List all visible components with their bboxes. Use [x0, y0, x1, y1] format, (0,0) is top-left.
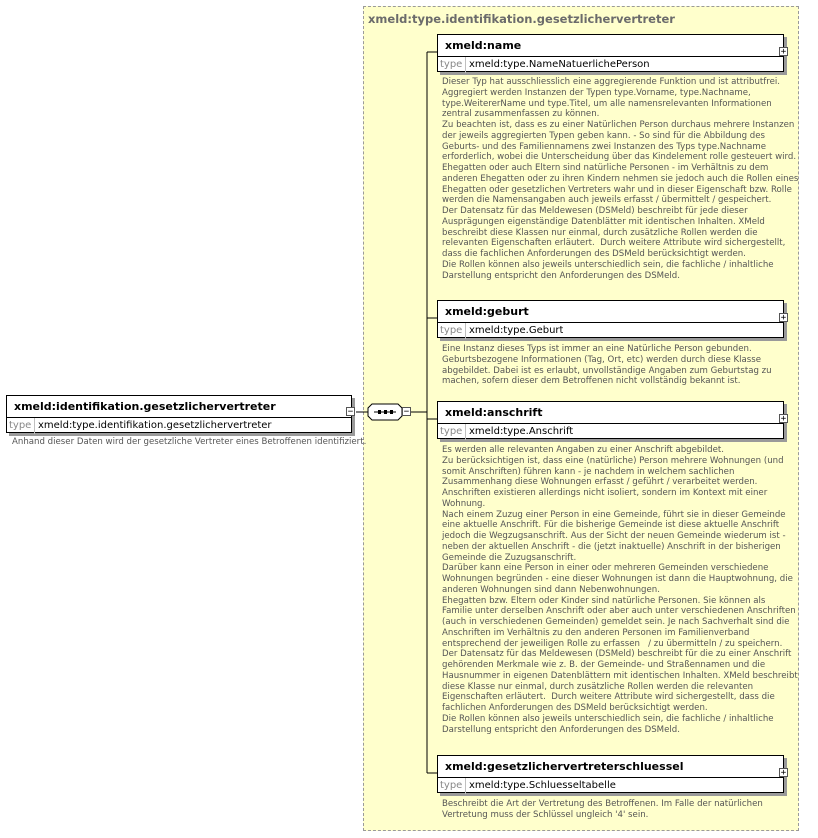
- root-element-name: xmeld:identifikation.gesetzlichervertreter: [7, 396, 351, 418]
- complex-type-title: xmeld:type.identifikation.gesetzlichervertreter: [368, 12, 675, 26]
- expand-anschrift-icon[interactable]: +: [780, 414, 787, 424]
- child-element-name: xmeld:geburt: [438, 301, 783, 323]
- child-element-geburt-box[interactable]: [437, 300, 784, 338]
- anschrift-documentation: Es werden alle relevanten Angaben zu einer Anschrift abgebildet. Zu berücksichtigen ist, dass eine (natürliche) Person mehrere Wohnungen (und somit Anschriften) führen kann - je nachdem in welchem sachlichen Zusammenhang diese Wohnungen erfasst / geführt / verarbeitet werden. Anschriften existieren allerdings nicht isoliert, sondern im Kontext mit einer Wohnung. Nach einem Zuzug einer Person in eine Gemeinde, führt sie in dieser Gemeinde eine aktuelle Anschrift. Für die bisherige Gemeinde ist diese aktuelle Anschrift jedoch die Wegzugsanschrift. Aus der Sicht der neuen Gemeinde wiederum ist - neben der aktuellen Anschrift - die (jetzt inaktuelle) Anschrift in der bisherigen Gemeinde die Zuzugsanschrift. Darüber kann eine Person in einer oder mehreren Gemeinden verschiedene Wohnungen begründen - eine dieser Wohnungen ist dann die Hauptwohnung, die anderen Wohnungen sind dann Nebenwohnungen. Ehegatten bzw. Eltern oder Kinder sind natürliche Personen. Sie können als Familie unter derselben Anschrift oder aber auch unter verschiedenen Anschriften (auch in verschiedenen Gemeinden) gemeldet sein. Je nach Sachverhalt sind die Anschriften im Verhältnis zu den anderen Personen im Familienverband entsprechend der jeweiligen Rolle zu erfassen / zu übermitteln / zu speichern. Der Datensatz für das Meldewesen (DSMeld) beschreibt für die zu einer Anschrift gehörenden Merkmale wie z. B. der Gemeinde- und Straßennamen und die Hausnummer in eigenen Datenblättern mit identischen Inhalten. XMeld beschreibt diese Klasse nur einmal, durch zusätzliche Rollen werden die relevanten Eigenschaften erläutert. Durch weitere Attribute wird sichergestellt, dass die fachlichen Anforderungen des DSMeld berücksichtigt werden. Die Rollen können also jeweils unterschiedlich sein, die fachliche / inhaltliche Darstellung entspricht den Anforderungen des DSMeld.: [442, 445, 798, 735]
- child-element-name-box[interactable]: [437, 34, 784, 72]
- expand-schluessel-icon[interactable]: +: [780, 768, 787, 778]
- child-type-value: xmeld:type.Schluesseltabelle: [469, 780, 616, 791]
- child-element-schluessel-box[interactable]: [437, 755, 784, 793]
- child-type-value: xmeld:type.NameNatuerlichePerson: [469, 59, 650, 70]
- root-collapse-icon[interactable]: −: [347, 407, 354, 417]
- root-documentation: Anhand dieser Daten wird der gesetzliche Vertreter eines Betroffenen identifiziert.: [12, 437, 367, 447]
- schluessel-documentation: Beschreibt die Art der Vertretung des Betroffenen. Im Falle der natürlichen Vertretung muss der Schlüssel ungleich '4' sein.: [442, 799, 763, 820]
- expand-geburt-icon[interactable]: +: [780, 313, 787, 323]
- child-type-label: type: [438, 57, 466, 73]
- child-element-name: xmeld:gesetzlichervertreterschluessel: [438, 756, 783, 778]
- child-type-label: type: [438, 323, 466, 339]
- child-element-name: xmeld:name: [438, 35, 783, 57]
- child-type-value: xmeld:type.Anschrift: [469, 426, 574, 437]
- sequence-collapse-icon[interactable]: −: [403, 407, 410, 417]
- expand-name-icon[interactable]: +: [780, 47, 787, 57]
- root-type-value: xmeld:type.identifikation.gesetzlichervertreter: [38, 420, 272, 431]
- child-type-value: xmeld:type.Geburt: [469, 325, 564, 336]
- geburt-documentation: Eine Instanz dieses Typs ist immer an eine Natürliche Person gebunden. Geburtsbezogene Informationen (Tag, Ort, etc) werden durch diese Klasse abgebildet. Dabei ist es erlaubt, unvollständige Angaben zum Geburtstag zu machen, sofern dieser dem Betroffenen nicht vollständig bekannt ist.: [442, 344, 772, 387]
- child-type-label: type: [438, 424, 466, 440]
- child-type-label: type: [438, 778, 466, 794]
- child-element-name: xmeld:anschrift: [438, 402, 783, 424]
- name-documentation: Dieser Typ hat ausschliesslich eine aggregierende Funktion und ist attributfrei. Aggregiert werden Instanzen der Typen type.Vorname, type.Nachname, type.WeitererName und type.Titel, um alle namensrelevanten Informationen zentral zusammenfassen zu können. Zu beachten ist, dass es zu einer Natürlichen Person durchaus mehrere Instanzen der jeweils aggregierten Typen geben kann. - So sind für die Abbildung des Geburts- und des Familiennamens zwei Instanzen des Typs type.Nachname erforderlich, wobei die Unterscheidung über das Kindelement rolle gesteuert wird. Ehegatten oder auch Eltern sind natürliche Personen - im Verhältnis zu dem anderen Ehegatten oder zu ihren Kindern nehmen sie jedoch auch die Rollen eines Ehegatten oder gesetzlichen Vertreters wahr und in dieser Eigenschaft bzw. Rolle werden die Namensangaben auch jeweils erfasst / übermittelt / gespeichert. Der Datensatz für das Meldewesen (DSMeld) beschreibt für jede dieser Ausprägungen eigenständige Datenblätter mit identischen Inhalten. XMeld beschreibt diese Klassen nur einmal, durch zusätzliche Rollen werden die relevanten Eigenschaften erläutert. Durch weitere Attribute wird sichergestellt, dass die fachlichen Anforderungen des DSMeld berücksichtigt werden. Die Rollen können also jeweils unterschiedlich sein, die fachliche / inhaltliche Darstellung entspricht den Anforderungen des DSMeld.: [442, 77, 799, 281]
- root-type-label: type: [7, 418, 35, 434]
- child-element-anschrift-box[interactable]: [437, 401, 784, 439]
